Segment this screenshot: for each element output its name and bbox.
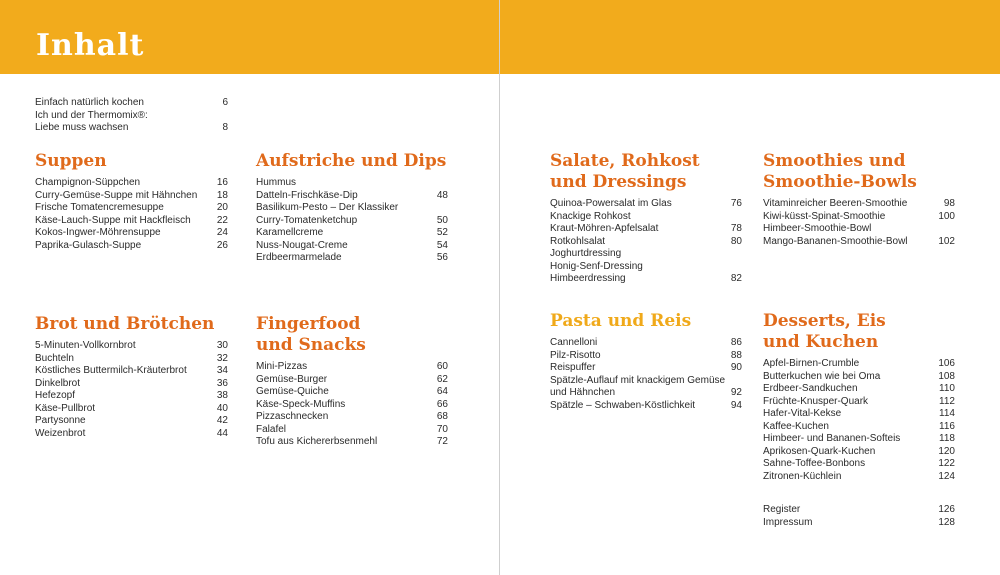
toc-entry[interactable]	[256, 361, 448, 374]
toc-entry-page: 92	[730, 387, 742, 398]
toc-entry[interactable]	[763, 396, 955, 409]
toc-entry-page: 30	[216, 340, 228, 351]
toc-entry-title: Sahne-Toffee-Bonbons	[763, 458, 866, 469]
toc-entry[interactable]	[256, 240, 448, 253]
toc-entry[interactable]	[550, 211, 742, 224]
toc-entry[interactable]	[550, 236, 742, 249]
toc-entry-page: 112	[939, 395, 955, 407]
toc-section-pasta	[550, 311, 742, 412]
toc-entry-title: Zitronen-Küchlein	[763, 470, 842, 482]
toc-entry-page: 42	[216, 415, 228, 426]
section-heading: Aufstriche und Dips	[256, 151, 447, 171]
toc-entry-title: Curry-Gemüse-Suppe mit Hähnchen	[35, 189, 198, 201]
toc-entry-title: Honig-Senf-Dressing	[550, 260, 643, 272]
toc-entry-title: Impressum	[763, 516, 813, 528]
toc-entry[interactable]	[763, 223, 955, 236]
toc-entry-title: Butterkuchen wie bei Oma	[763, 370, 881, 382]
header-banner	[0, 0, 1000, 74]
toc-section-brot	[35, 314, 228, 440]
toc-entry[interactable]	[550, 375, 742, 388]
toc-entry[interactable]	[35, 215, 228, 228]
toc-entry-page: 16	[216, 177, 228, 188]
toc-entry-page: 120	[938, 445, 955, 457]
toc-entry-page	[442, 177, 448, 190]
toc-section-smoothies	[763, 151, 955, 248]
toc-intro	[35, 97, 228, 135]
toc-section-aufstriche	[256, 151, 448, 265]
toc-entry[interactable]	[35, 177, 228, 190]
toc-entry[interactable]	[763, 517, 955, 530]
toc-entry-page: 72	[436, 436, 448, 447]
toc-entry[interactable]	[763, 383, 955, 396]
toc-entry-title: Pilz-Risotto	[550, 349, 601, 361]
toc-entry-page: 32	[216, 352, 228, 364]
toc-entry-title: Erdbeermarmelade	[256, 252, 342, 263]
section-heading-line: Fingerfood	[256, 314, 361, 334]
toc-entry-page: 60	[436, 361, 448, 372]
toc-entry-page: 56	[436, 252, 448, 263]
toc-entry-title: Falafel	[256, 423, 287, 435]
toc-entry[interactable]	[35, 97, 228, 110]
toc-entry-page	[736, 261, 742, 274]
toc-entry-title: Cannelloni	[550, 337, 598, 348]
toc-entry-title: Hafer-Vital-Kekse	[763, 408, 842, 419]
toc-entry-title: Nuss-Nougat-Creme	[256, 239, 348, 251]
toc-entry-title: Erdbeer-Sandkuchen	[763, 383, 858, 394]
toc-entry[interactable]	[550, 273, 742, 286]
section-heading-line: und Kuchen	[763, 332, 879, 352]
toc-entry-page: 98	[943, 198, 955, 209]
toc-entry-page: 124	[938, 470, 955, 482]
toc-entry[interactable]	[35, 428, 228, 441]
toc-entry[interactable]	[35, 110, 228, 123]
toc-entry-page: 38	[216, 390, 228, 401]
toc-entry-page: 44	[216, 427, 228, 439]
toc-entry[interactable]	[256, 374, 448, 387]
section-heading	[256, 314, 448, 356]
toc-entry-page: 90	[730, 362, 742, 373]
section-heading-line: und Snacks	[256, 335, 366, 355]
toc-entry-title: Frische Tomatencremesuppe	[35, 202, 164, 213]
toc-entry[interactable]	[550, 248, 742, 261]
toc-entry[interactable]	[763, 211, 955, 224]
toc-entry-title: Karamellcreme	[256, 227, 324, 238]
toc-entry[interactable]	[763, 236, 955, 249]
toc-entry-title: 5-Minuten-Vollkornbrot	[35, 340, 136, 351]
toc-entry[interactable]	[256, 399, 448, 412]
toc-entry[interactable]	[35, 190, 228, 203]
section-heading-line: Desserts, Eis	[763, 311, 886, 331]
page-title: Inhalt	[36, 28, 145, 63]
toc-entry[interactable]	[763, 471, 955, 484]
toc-entry-page: 50	[436, 214, 448, 226]
toc-entry-title: Käse-Lauch-Suppe mit Hackfleisch	[35, 214, 191, 226]
toc-entry[interactable]	[256, 190, 448, 203]
toc-entry[interactable]	[256, 202, 448, 215]
toc-entry-page: 110	[939, 383, 955, 394]
toc-entry[interactable]	[35, 415, 228, 428]
toc-entry[interactable]	[35, 378, 228, 391]
toc-entry[interactable]	[256, 177, 448, 190]
toc-entry-page: 54	[436, 239, 448, 251]
toc-entry-title: Früchte-Knusper-Quark	[763, 395, 869, 407]
toc-entry-title: Weizenbrot	[35, 427, 86, 439]
toc-entry-page: 118	[939, 433, 955, 444]
toc-entry[interactable]	[763, 198, 955, 211]
toc-entry-page	[736, 211, 742, 224]
toc-entry-page: 64	[436, 386, 448, 397]
toc-entry-page: 80	[730, 235, 742, 247]
toc-entry-page: 102	[938, 235, 955, 247]
toc-entry-title: Kokos-Ingwer-Möhrensuppe	[35, 227, 161, 238]
toc-entry-page	[736, 248, 742, 261]
toc-section-desserts	[763, 311, 955, 483]
toc-entry[interactable]	[35, 122, 228, 135]
toc-entry[interactable]	[550, 261, 742, 274]
toc-entry-page: 94	[730, 399, 742, 411]
section-heading	[550, 151, 742, 193]
toc-entry[interactable]	[763, 446, 955, 459]
toc-entry-title: Knackige Rohkost	[550, 210, 631, 222]
section-heading-line: und Dressings	[550, 172, 687, 192]
page-gutter	[499, 0, 500, 575]
toc-entry-title: Mini-Pizzas	[256, 361, 308, 372]
toc-entry-page	[222, 110, 228, 123]
toc-entry[interactable]	[256, 215, 448, 228]
toc-entry-page: 20	[216, 202, 228, 213]
toc-entry-title: Gemüse-Burger	[256, 373, 328, 385]
toc-entry-page: 82	[730, 273, 742, 284]
toc-entry-page: 62	[436, 373, 448, 385]
toc-entry-title: Rotkohlsalat	[550, 235, 606, 247]
toc-entry-title: Datteln-Frischkäse-Dip	[256, 189, 358, 201]
toc-entry-title: Käse-Pullbrot	[35, 402, 96, 414]
toc-entry-title: Hummus	[256, 177, 297, 188]
section-heading-line: Smoothie-Bowls	[763, 172, 917, 192]
toc-entry-page: 78	[730, 223, 742, 234]
toc-entry-page: 76	[730, 198, 742, 209]
toc-entry-title: Liebe muss wachsen	[35, 122, 129, 133]
toc-entry-page: 114	[939, 408, 955, 419]
toc-entry[interactable]	[763, 458, 955, 471]
toc-entry-title: Curry-Tomatenketchup	[256, 214, 358, 226]
toc-entry-title: Kiwi-küsst-Spinat-Smoothie	[763, 210, 886, 222]
toc-entry-title: Vitaminreicher Beeren-Smoothie	[763, 198, 908, 209]
toc-entry-title: Einfach natürlich kochen	[35, 97, 144, 108]
toc-entry-title: Himbeerdressing	[550, 273, 626, 284]
toc-entry-title: Himbeer- und Bananen-Softeis	[763, 433, 901, 444]
section-heading-line: Smoothies und	[763, 151, 906, 171]
toc-entry-title: Gemüse-Quiche	[256, 386, 329, 397]
toc-entry-title: Aprikosen-Quark-Kuchen	[763, 445, 876, 457]
toc-entry-page: 68	[436, 411, 448, 422]
toc-entry[interactable]	[550, 198, 742, 211]
toc-entry[interactable]	[763, 371, 955, 384]
toc-entry-page	[736, 375, 742, 388]
toc-entry-title: Käse-Speck-Muffins	[256, 398, 346, 410]
toc-entry-page: 6	[222, 97, 228, 108]
toc-entry-page: 88	[730, 349, 742, 361]
toc-entry[interactable]	[763, 408, 955, 421]
toc-entry-page: 36	[216, 377, 228, 389]
toc-entry[interactable]	[35, 353, 228, 366]
section-heading-line: Salate, Rohkost	[550, 151, 700, 171]
toc-entry-title: Hefezopf	[35, 390, 76, 401]
toc-entry[interactable]	[35, 365, 228, 378]
toc-entry[interactable]	[256, 252, 448, 265]
toc-entry[interactable]	[550, 350, 742, 363]
toc-entry-page: 106	[938, 358, 955, 369]
toc-entry-title: Basilikum-Pesto – Der Klassiker	[256, 202, 399, 213]
toc-entry[interactable]	[550, 362, 742, 375]
toc-entry-page: 52	[436, 227, 448, 238]
toc-entry-title: Kaffee-Kuchen	[763, 420, 829, 432]
toc-entry-title: Partysonne	[35, 415, 86, 426]
toc-entry-page: 100	[938, 210, 955, 222]
toc-appendix	[763, 504, 955, 529]
toc-entry-title: Spätzle-Auflauf mit knackigem Gemüse	[550, 374, 726, 386]
section-heading: Suppen	[35, 151, 107, 171]
toc-entry-page: 26	[216, 239, 228, 251]
toc-entry-page: 24	[216, 227, 228, 238]
toc-entry-page: 86	[730, 337, 742, 348]
toc-entry[interactable]	[763, 358, 955, 371]
toc-entry-title: Quinoa-Powersalat im Glas	[550, 198, 672, 209]
toc-entry-page: 18	[216, 189, 228, 201]
toc-entry[interactable]	[35, 202, 228, 215]
toc-entry-title: Apfel-Birnen-Crumble	[763, 358, 860, 369]
toc-entry[interactable]	[256, 411, 448, 424]
toc-entry-page: 8	[222, 122, 228, 133]
toc-entry[interactable]	[763, 421, 955, 434]
toc-entry-title: Dinkelbrot	[35, 377, 81, 389]
toc-entry-title: Pizzaschnecken	[256, 411, 329, 422]
toc-entry[interactable]	[35, 403, 228, 416]
toc-entry[interactable]	[256, 424, 448, 437]
toc-entry-title: Spätzle – Schwaben-Köstlichkeit	[550, 399, 696, 411]
toc-entry[interactable]	[550, 223, 742, 236]
toc-entry-page: 126	[938, 504, 955, 515]
toc-entry-page: 108	[938, 370, 955, 382]
toc-entry-page: 128	[938, 516, 955, 528]
toc-entry-title: Tofu aus Kichererbsenmehl	[256, 436, 378, 447]
toc-entry[interactable]	[763, 433, 955, 446]
toc-entry-title: und Hähnchen	[550, 387, 616, 398]
toc-section-suppen	[35, 151, 228, 252]
toc-entry[interactable]	[550, 337, 742, 350]
toc-entry-title: Ich und der Thermomix®:	[35, 109, 148, 121]
toc-entry[interactable]	[550, 400, 742, 413]
toc-entry-title: Himbeer-Smoothie-Bowl	[763, 223, 872, 234]
toc-entry-page: 34	[216, 365, 228, 376]
toc-entry-title: Register	[763, 504, 801, 515]
toc-entry[interactable]	[763, 504, 955, 517]
toc-entry-page: 122	[938, 458, 955, 469]
toc-entry[interactable]	[35, 340, 228, 353]
toc-entry-title: Reispuffer	[550, 362, 596, 373]
toc-entry-page: 48	[436, 189, 448, 201]
toc-entry-page: 22	[216, 214, 228, 226]
toc-entry-title: Champignon-Süppchen	[35, 177, 141, 188]
toc-entry-page	[949, 223, 955, 236]
section-heading	[763, 151, 955, 193]
toc-entry-title: Kraut-Möhren-Apfelsalat	[550, 223, 659, 234]
toc-section-fingerfood	[256, 314, 448, 449]
toc-entry-title: Paprika-Gulasch-Suppe	[35, 239, 142, 251]
toc-entry[interactable]	[35, 227, 228, 240]
toc-section-salate	[550, 151, 742, 286]
toc-entry-title: Mango-Bananen-Smoothie-Bowl	[763, 235, 908, 247]
toc-entry-title: Buchteln	[35, 352, 74, 364]
toc-entry-title: Köstliches Buttermilch-Kräuterbrot	[35, 365, 187, 376]
toc-entry-title: Joghurtdressing	[550, 248, 622, 259]
toc-entry[interactable]	[256, 436, 448, 449]
toc-entry-page: 66	[436, 398, 448, 410]
section-heading	[763, 311, 955, 353]
toc-entry[interactable]	[35, 390, 228, 403]
toc-entry[interactable]	[256, 227, 448, 240]
section-heading: Brot und Brötchen	[35, 314, 215, 334]
toc-entry-page: 116	[939, 420, 955, 432]
section-heading: Pasta und Reis	[550, 311, 692, 331]
toc-entry[interactable]	[35, 240, 228, 253]
toc-entry-page: 70	[436, 423, 448, 435]
toc-entry-page: 40	[216, 402, 228, 414]
toc-entry-page	[442, 202, 448, 215]
toc-entry[interactable]	[256, 386, 448, 399]
toc-entry[interactable]	[550, 387, 742, 400]
